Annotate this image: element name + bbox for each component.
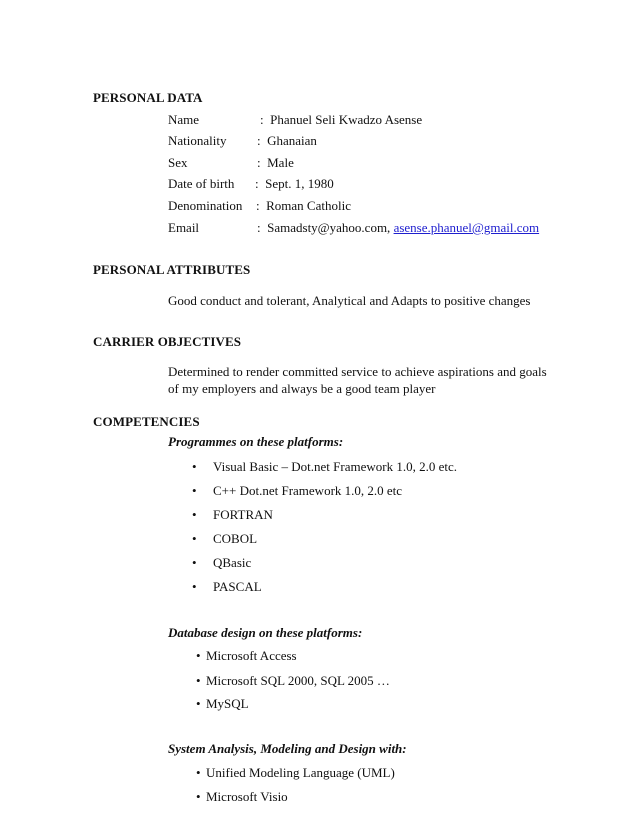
list-item: • QBasic — [192, 555, 252, 570]
list-item: • COBOL — [192, 531, 258, 546]
list-item: • PASCAL — [192, 579, 262, 594]
list-item: • Microsoft Visio — [196, 789, 288, 804]
name-label: Name — [168, 112, 200, 127]
bullet-icon: • — [192, 507, 197, 522]
sex-value: : Male — [257, 155, 294, 170]
email-link[interactable]: asense.phanuel@gmail.com — [393, 220, 540, 235]
competencies-heading: COMPETENCIES — [93, 414, 200, 429]
bullet-icon: • — [192, 483, 197, 498]
bullet-icon: • — [196, 696, 201, 711]
bullet-icon: • — [196, 789, 201, 804]
system-analysis-subheading: System Analysis, Modeling and Design with: — [168, 741, 407, 756]
email-label: Email — [168, 220, 200, 235]
sex-label: Sex — [168, 155, 188, 170]
database-subheading: Database design on these platforms: — [168, 625, 363, 640]
programmes-subheading: Programmes on these platforms: — [168, 434, 344, 449]
carrier-objectives-text: Determined to render committed service to achieve aspirations and goals of my employers and always be a good team player — [168, 364, 547, 396]
list-item: • MySQL — [196, 696, 249, 711]
nationality-label: Nationality — [168, 133, 227, 148]
carrier-objectives-heading: CARRIER OBJECTIVES — [93, 334, 242, 349]
personal-attributes-text: Good conduct and tolerant, Analytical and Adapts to positive changes — [168, 293, 531, 308]
bullet-icon: • — [192, 459, 197, 474]
list-item: • Microsoft SQL 2000, SQL 2005 … — [196, 673, 390, 688]
bullet-icon: • — [192, 555, 197, 570]
name-value: : Phanuel Seli Kwadzo Asense — [260, 112, 423, 127]
bullet-icon: • — [196, 648, 201, 663]
denomination-value: : Roman Catholic — [256, 198, 351, 213]
bullet-icon: • — [192, 531, 197, 546]
email-value: : Samadsty@yahoo.com, asense.phanuel@gmail.com — [257, 220, 540, 235]
bullet-icon: • — [192, 579, 197, 594]
dob-label: Date of birth — [168, 176, 235, 191]
dob-value: : Sept. 1, 1980 — [255, 176, 334, 191]
denomination-label: Denomination — [168, 198, 243, 213]
list-item: • FORTRAN — [192, 507, 273, 522]
personal-attributes-heading: PERSONAL ATTRIBUTES — [93, 262, 251, 277]
list-item: • Unified Modeling Language (UML) — [196, 765, 395, 780]
list-item: • Visual Basic – Dot.net Framework 1.0, 2.0 etc. — [192, 459, 458, 474]
nationality-value: : Ghanaian — [257, 133, 317, 148]
personal-data-heading: PERSONAL DATA — [93, 90, 203, 105]
list-item: • C++ Dot.net Framework 1.0, 2.0 etc — [192, 483, 403, 498]
bullet-icon: • — [196, 765, 201, 780]
bullet-icon: • — [196, 673, 201, 688]
list-item: • Microsoft Access — [196, 648, 297, 663]
